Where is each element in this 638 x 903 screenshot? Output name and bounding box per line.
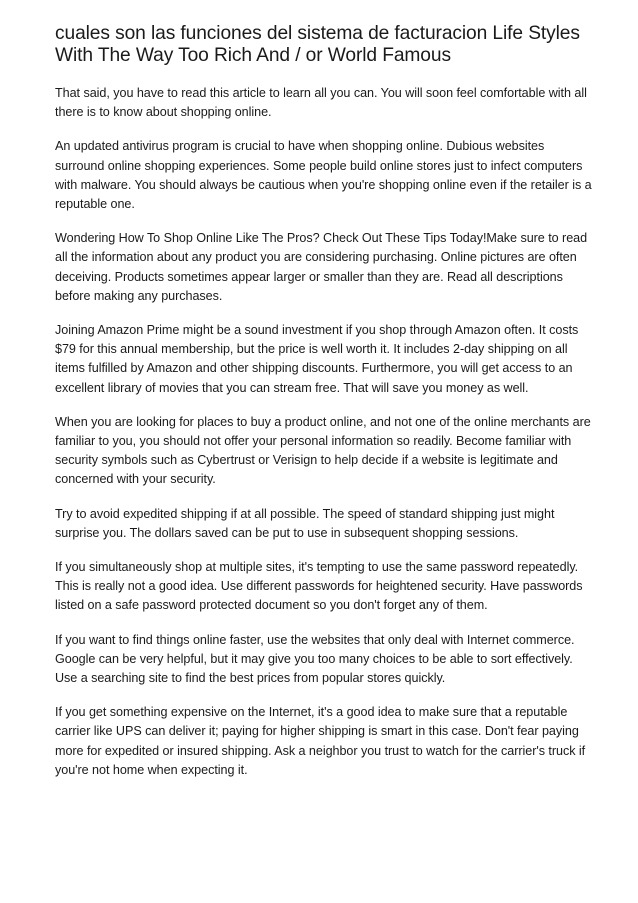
paragraph-expedited-shipping: Try to avoid expedited shipping if at all possible. The speed of standard shipping just might surprise you. The dollars saved can be put to use in subsequent shopping sessions.	[55, 506, 555, 540]
paragraph-product-info: Wondering How To Shop Online Like The Pros? Check Out These Tips Today!Make sure to read all the information about any product you are considering purchasing. Online pictures are often deceiving. Products sometimes appear larger or smaller than they are. Read all descriptions before making any purchases.	[55, 231, 588, 303]
paragraph-amazon-prime: Joining Amazon Prime might be a sound investment if you shop through Amazon often. It costs $79 for this annual membership, but the price is well worth it. It includes 2-day shipping on all items fulfilled by Amazon and other shipping discounts. Furthermore, you will get access to an excellent library of movies that you can stream free. That will save you money as well.	[55, 323, 579, 395]
paragraph-antivirus: An updated antivirus program is crucial to have when shopping online. Dubious websites surround online shopping experiences. Some people build online stores just to infect computers with malware. You should always be cautious when you're shopping online even if the retailer is a reputable one.	[55, 139, 592, 212]
paragraph-intro: That said, you have to read this article to learn all you can. You will soon feel comfortable with all there is to know about shopping online.	[55, 86, 587, 120]
paragraph-reputable-carrier: If you get something expensive on the Internet, it's a good idea to make sure that a reputable carrier like UPS can deliver it; paying for higher shipping is smart in this case. Don't fear paying more for expedited or insured shipping. Ask a neighbor you trust to watch for the carrier's truck if you're not home when expecting it.	[55, 705, 586, 777]
paragraph-security-symbols: When you are looking for places to buy a product online, and not one of the online merchants are familiar to you, you should not offer your personal information so readily. Become familiar with security symbols such as Cybertrust or Verisign to help decide if a website is legitimate and concerned with your security.	[55, 414, 591, 487]
paragraph-internet-commerce: If you want to find things online faster, use the websites that only deal with Internet commerce. Google can be very helpful, but it may give you too many choices to be able to sort effectively. Use a searching site to find the best prices from popular stores quickly.	[55, 632, 575, 686]
paragraph-passwords: If you simultaneously shop at multiple sites, it's tempting to use the same password repeatedly. This is really not a good idea. Use different passwords for heightened security. Have passwords listed on a safe password protected document so you don't forget any of them.	[55, 560, 583, 613]
document-title: cuales son las funciones del sistema de facturacion Life Styles With The Way Too Rich And / or World Famous	[55, 23, 580, 66]
